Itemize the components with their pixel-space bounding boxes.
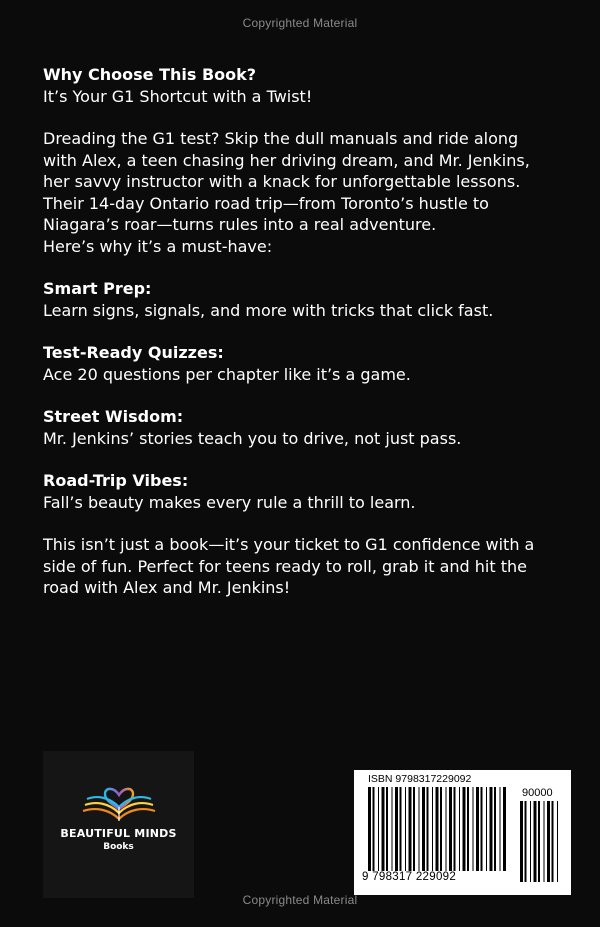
feature-text: Ace 20 questions per chapter like it’s a game. [43,364,411,384]
barcode-digits: 9 798317 229092 [362,871,457,883]
feature-text: Fall’s beauty makes every rule a thrill to learn. [43,492,416,512]
closing-line: This isn’t just a book—it’s your ticket to G1 confidence with a [43,535,535,554]
intro-line: Niagara’s roar—turns rules into a real adventure. [43,215,437,234]
copyright-watermark-bottom: Copyrighted Material [242,893,358,907]
closing-line: road with Alex and Mr. Jenkins! [43,578,291,597]
feature-text: Learn signs, signals, and more with tricks that click fast. [43,300,494,320]
feature-heading: Road-Trip Vibes: [43,471,189,490]
isbn-label: ISBN 9798317229092 [368,773,472,785]
feature-street-wisdom [43,406,563,449]
price-code: 90000 [522,787,553,799]
publisher-sub: Books [103,842,134,852]
publisher-logo [43,751,194,898]
feature-heading: Test-Ready Quizzes: [43,343,224,362]
isbn-barcode [354,770,571,895]
feature-road-trip-vibes [43,470,563,513]
intro-line: Here’s why it’s a must-have: [43,236,273,256]
closing-paragraph [43,534,563,599]
feature-smart-prep [43,278,563,321]
open-book-heart-icon [81,781,157,825]
closing-line: side of fun. Perfect for teens ready to roll, grab it and hit the [43,556,527,576]
blurb-subtitle: It’s Your G1 Shortcut with a Twist! [43,86,313,106]
back-cover-text [43,64,563,620]
feature-test-ready-quizzes [43,342,563,385]
feature-text: Mr. Jenkins’ stories teach you to drive, not just pass. [43,428,462,448]
copyright-watermark-top: Copyrighted Material [242,16,358,30]
publisher-name: BEAUTIFUL MINDS [60,827,177,840]
intro-line: Dreading the G1 test? Skip the dull manuals and ride along [43,129,519,148]
intro-line: her savvy instructor with a knack for unforgettable lessons. [43,172,521,191]
intro-line: Their 14-day Ontario road trip—from Toronto’s hustle to [43,193,489,213]
feature-heading: Smart Prep: [43,279,152,298]
feature-heading: Street Wisdom: [43,407,184,426]
intro-paragraph [43,128,563,257]
intro-line: with Alex, a teen chasing her driving dream, and Mr. Jenkins, [43,150,530,170]
blurb-title: Why Choose This Book? [43,65,257,84]
title-block [43,64,563,107]
